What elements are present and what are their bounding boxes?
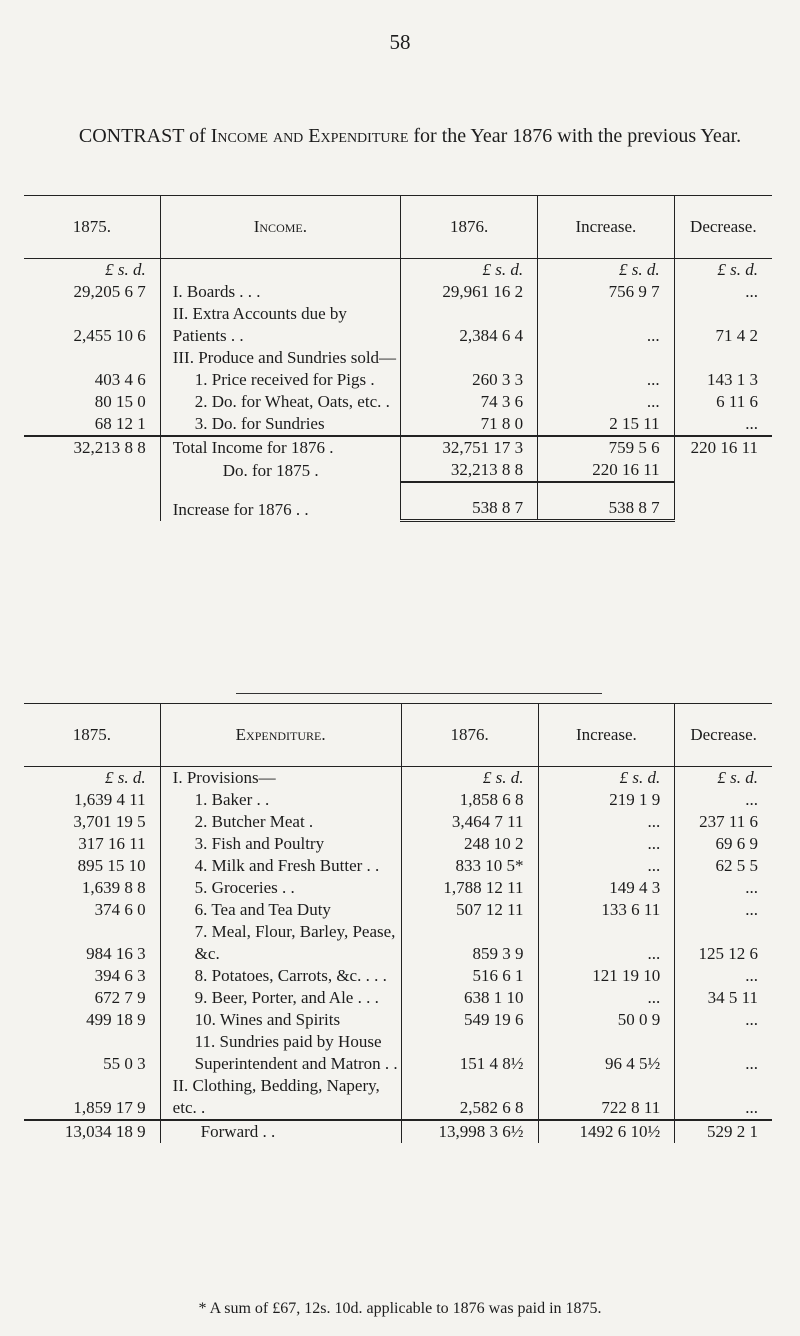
unit-label: £ s. d. (105, 768, 146, 787)
forward-increase: 1492 6 10½ (538, 1120, 675, 1143)
unit-label: £ s. d. (401, 259, 538, 282)
cell-desc (160, 987, 401, 1009)
item-label: 1. Price received for Pigs . (194, 370, 375, 389)
cell-1875: 2,455 10 6 (73, 326, 146, 345)
cell-1875: 895 15 10 (77, 856, 146, 875)
cell-desc (160, 1009, 401, 1031)
unit-label: £ s. d. (674, 259, 772, 282)
header-1875: 1875. (24, 196, 160, 259)
increase-label: Increase for 1876 . . (160, 482, 400, 521)
title-caps: CONTRAST of (78, 125, 211, 147)
header-1876: 1876. (401, 196, 538, 259)
cell-1875: 29,205 6 7 (73, 282, 146, 301)
total-label: Total Income for 1876 . (160, 436, 400, 459)
cell-1875: 403 4 6 (94, 370, 146, 389)
cell-1876: 260 3 3 (401, 369, 538, 391)
cell-desc (160, 811, 401, 833)
unit-label: £ s. d. (401, 767, 538, 790)
table-row (24, 391, 772, 413)
item-label: 2. Butcher Meat . (194, 812, 314, 831)
increase-increase: 538 8 7 (538, 482, 675, 521)
cell-1876: 507 12 11 (401, 899, 538, 921)
table-row (24, 369, 772, 391)
table-row (24, 413, 772, 436)
cell-decrease: ... (674, 281, 772, 303)
forward-decrease: 529 2 1 (675, 1120, 772, 1143)
cell-increase: ... (538, 391, 675, 413)
cell-1875: 80 15 0 (94, 392, 146, 411)
cell-decrease: 71 4 2 (674, 303, 772, 347)
cell-desc (160, 369, 400, 391)
cell-increase: ... (538, 833, 675, 855)
cell-increase: ... (538, 369, 675, 391)
cell-decrease: 6 11 6 (674, 391, 772, 413)
cell-increase: 96 4 5½ (538, 1031, 675, 1075)
cell-1876: 74 3 6 (401, 391, 538, 413)
item-label: 5. Groceries . . (194, 878, 295, 897)
do-label: Do. for 1875 . (160, 459, 400, 482)
cell-increase: 133 6 11 (538, 899, 675, 921)
cell-decrease: 143 1 3 (674, 369, 772, 391)
do-1876: 32,213 8 8 (401, 459, 538, 482)
cell-increase: 219 1 9 (538, 789, 675, 811)
cell-1876: 2,384 6 4 (401, 303, 538, 347)
section-divider (236, 693, 602, 694)
header-1875: 1875. (24, 704, 160, 767)
header-decrease: Decrease. (674, 196, 772, 259)
cell-1875: 984 16 3 (86, 944, 146, 963)
unit-blank (160, 259, 400, 282)
cell-decrease: 34 5 11 (675, 987, 772, 1009)
table-row (24, 303, 772, 347)
cell-increase: ... (538, 855, 675, 877)
cell-decrease: ... (675, 965, 772, 987)
cell-decrease: 237 11 6 (675, 811, 772, 833)
cell-desc: III. Produce and Sundries sold— (160, 347, 400, 369)
cell-desc (160, 921, 401, 965)
cell-increase: 2 15 11 (538, 413, 675, 436)
table-row (24, 347, 772, 369)
page-number: 58 (389, 30, 411, 54)
cell-1875: 317 16 11 (78, 834, 146, 853)
cell-desc (160, 877, 401, 899)
cell-increase (538, 347, 675, 369)
total-1875: 32,213 8 8 (24, 436, 160, 459)
cell-1875 (24, 347, 160, 369)
cell-increase: 50 0 9 (538, 1009, 675, 1031)
cell-increase: 149 4 3 (538, 877, 675, 899)
cell-1875: 499 18 9 (86, 1010, 146, 1029)
do-row (24, 459, 772, 482)
cell-1876: 1,858 6 8 (401, 789, 538, 811)
table-row (24, 833, 772, 855)
cell-desc (160, 855, 401, 877)
cell-1876: 859 3 9 (401, 921, 538, 965)
unit-label: £ s. d. (538, 259, 675, 282)
item-label: 11. Sundries paid by House Superintendent and Matron . . (194, 1032, 398, 1073)
cell-decrease: ... (675, 877, 772, 899)
cell-decrease: ... (675, 1031, 772, 1075)
cell-increase: ... (538, 921, 675, 965)
cell-decrease: ... (674, 413, 772, 436)
item-label: 1. Baker . . (194, 790, 270, 809)
cell-1875: 1,639 4 11 (74, 790, 146, 809)
increase-1876: 538 8 7 (401, 482, 538, 521)
cell-1876: 516 6 1 (401, 965, 538, 987)
forward-row (24, 1120, 772, 1143)
increase-row (24, 482, 772, 521)
total-1876: 32,751 17 3 (401, 436, 538, 459)
cell-decrease: ... (675, 1075, 772, 1120)
cell-desc (160, 789, 401, 811)
unit-label: £ s. d. (105, 260, 146, 279)
cell-1875: 68 12 1 (94, 414, 146, 433)
header-1876: 1876. (401, 704, 538, 767)
cell-1876: 833 10 5* (401, 855, 538, 877)
table-row (24, 1031, 772, 1075)
table-row (24, 965, 772, 987)
cell-desc (160, 1031, 401, 1075)
cell-increase: 722 8 11 (538, 1075, 675, 1120)
forward-label: Forward . . (160, 1120, 401, 1143)
expenditure-header-row (24, 704, 772, 767)
units-row (24, 259, 772, 282)
header-increase: Increase. (538, 196, 675, 259)
item-label: 9. Beer, Porter, and Ale . . . (194, 988, 379, 1007)
cell-1875: 1,859 17 9 (73, 1098, 146, 1117)
item-label: 4. Milk and Fresh Butter . . (194, 856, 380, 875)
table-row (24, 281, 772, 303)
item-label: 6. Tea and Tea Duty (194, 900, 331, 919)
cell-1876: 638 1 10 (401, 987, 538, 1009)
table-row (24, 855, 772, 877)
header-increase: Increase. (538, 704, 675, 767)
cell-1876: 549 19 6 (401, 1009, 538, 1031)
page-title (60, 122, 760, 150)
cell-1876 (401, 347, 538, 369)
table-row (24, 987, 772, 1009)
cell-1876: 3,464 7 11 (401, 811, 538, 833)
table-row (24, 1075, 772, 1120)
income-header-row (24, 196, 772, 259)
cell-1875 (24, 459, 160, 482)
cell-desc (160, 833, 401, 855)
cell-desc (160, 899, 401, 921)
item-label: 3. Fish and Poultry (194, 834, 325, 853)
cell-increase: 756 9 7 (538, 281, 675, 303)
forward-1876: 13,998 3 6½ (401, 1120, 538, 1143)
cell-desc (160, 965, 401, 987)
cell-1876: 151 4 8½ (401, 1031, 538, 1075)
title-smallcaps: Income and Expenditure (210, 125, 409, 147)
cell-desc (160, 413, 400, 436)
footnote: * A sum of £67, 12s. 10d. applicable to 1876 was paid in 1875. (198, 1300, 602, 1317)
cell-1875: 3,701 19 5 (73, 812, 146, 831)
cell-decrease (674, 347, 772, 369)
table-row (24, 921, 772, 965)
cell-decrease (674, 459, 772, 482)
cell-1875: 672 7 9 (94, 988, 146, 1007)
expenditure-table (24, 703, 772, 1143)
cell-increase: ... (538, 303, 675, 347)
cell-1875: 374 6 0 (94, 900, 146, 919)
cell-decrease: ... (675, 1009, 772, 1031)
cell-decrease: 69 6 9 (675, 833, 772, 855)
income-table (24, 195, 772, 522)
cell-decrease: 125 12 6 (675, 921, 772, 965)
item-label: 10. Wines and Spirits (194, 1010, 341, 1029)
cell-1875: 1,639 8 8 (81, 878, 146, 897)
unit-label: £ s. d. (538, 767, 675, 790)
total-row (24, 436, 772, 459)
cell-increase: 121 19 10 (538, 965, 675, 987)
header-income: Income. (160, 196, 400, 259)
cell-1876: 248 10 2 (401, 833, 538, 855)
table-row (24, 789, 772, 811)
total-increase: 759 5 6 (538, 436, 675, 459)
do-increase: 220 16 11 (538, 459, 675, 482)
cell-decrease: ... (675, 899, 772, 921)
cell-desc: II. Extra Accounts due by Patients . . (160, 303, 400, 347)
title-rest: for the Year 1876 with the previous Year. (408, 125, 742, 147)
cell-1875 (24, 482, 160, 521)
cell-decrease: ... (675, 789, 772, 811)
cell-decrease: 62 5 5 (675, 855, 772, 877)
item-label: 2. Do. for Wheat, Oats, etc. . (194, 392, 390, 411)
item-label: 8. Potatoes, Carrots, &c. . . . (194, 966, 387, 985)
table-row (24, 899, 772, 921)
cell-desc: I. Boards . . . (160, 281, 400, 303)
cell-1875: 394 6 3 (94, 966, 146, 985)
header-decrease: Decrease. (675, 704, 772, 767)
cell-1876: 29,961 16 2 (401, 281, 538, 303)
cell-decrease (674, 482, 772, 521)
total-decrease: 220 16 11 (674, 436, 772, 459)
cell-1876: 71 8 0 (401, 413, 538, 436)
cell-1876: 2,582 6 8 (401, 1075, 538, 1120)
forward-1875: 13,034 18 9 (24, 1120, 160, 1143)
cell-1876: 1,788 12 11 (401, 877, 538, 899)
cell-desc: II. Clothing, Bedding, Napery, etc. . (160, 1075, 401, 1120)
cell-1875: 55 0 3 (103, 1054, 146, 1073)
unit-label: £ s. d. (675, 767, 772, 790)
section-label: I. Provisions— (160, 767, 401, 790)
header-expenditure: Expenditure. (160, 704, 401, 767)
table-row (24, 1009, 772, 1031)
table-row (24, 877, 772, 899)
cell-increase: ... (538, 987, 675, 1009)
units-row (24, 767, 772, 790)
table-row (24, 811, 772, 833)
item-label: 3. Do. for Sundries (194, 414, 325, 433)
cell-desc (160, 391, 400, 413)
item-label: 7. Meal, Flour, Barley, Pease, &c. (194, 922, 396, 963)
cell-increase: ... (538, 811, 675, 833)
